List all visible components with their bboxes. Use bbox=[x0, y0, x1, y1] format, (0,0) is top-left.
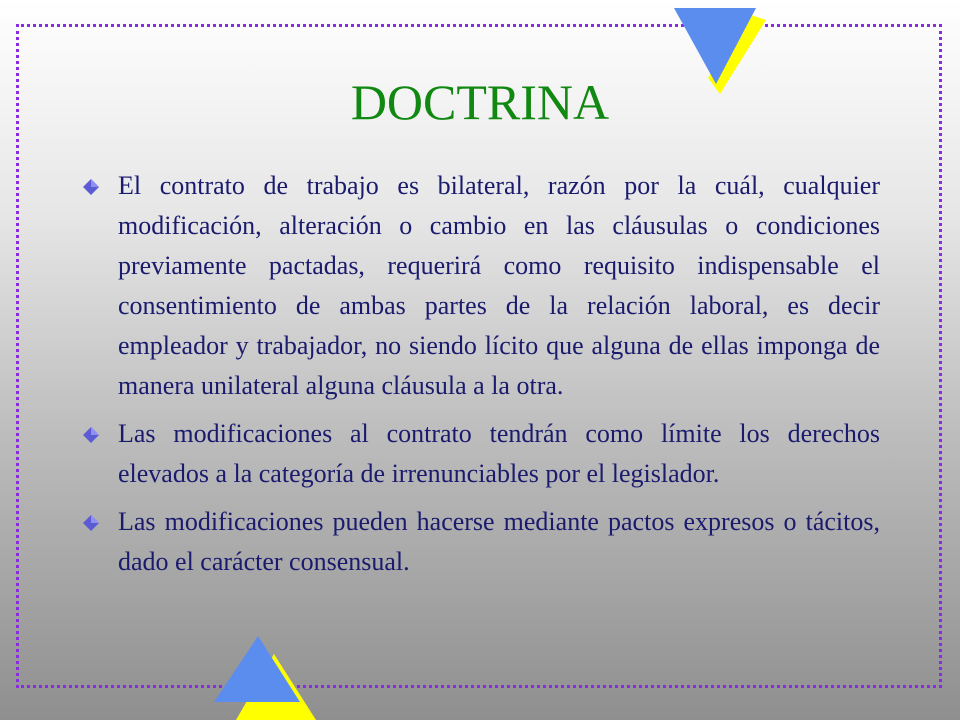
diamond-bullet-icon bbox=[82, 178, 100, 196]
list-item bbox=[80, 502, 880, 582]
list-item bbox=[80, 166, 880, 406]
bullet-text: Las modificaciones pueden hacerse mediante pactos expresos o tácitos, dado el carácter consensual. bbox=[118, 507, 880, 576]
bullet-text: El contrato de trabajo es bilateral, razón por la cuál, cualquier modificación, alteración o cambio en las cláusulas o condiciones previamente pactadas, requerirá como requisito indispensable el consentimiento de ambas partes de la relación laboral, es decir empleador y trabajador, no siendo lícito que alguna de ellas imponga de manera unilateral alguna cláusula a la otra. bbox=[118, 171, 880, 400]
bullet-text: Las modificaciones al contrato tendrán como límite los derechos elevados a la categoría de irrenunciables por el legislador. bbox=[118, 419, 880, 488]
slide-title: DOCTRINA bbox=[350, 74, 610, 130]
list-item bbox=[80, 414, 880, 494]
bullet-list bbox=[80, 166, 880, 590]
bottom-triangle-decoration-icon bbox=[208, 634, 320, 720]
diamond-bullet-icon bbox=[82, 426, 100, 444]
diamond-bullet-icon bbox=[82, 514, 100, 532]
blue-triangle-shape bbox=[214, 636, 300, 702]
